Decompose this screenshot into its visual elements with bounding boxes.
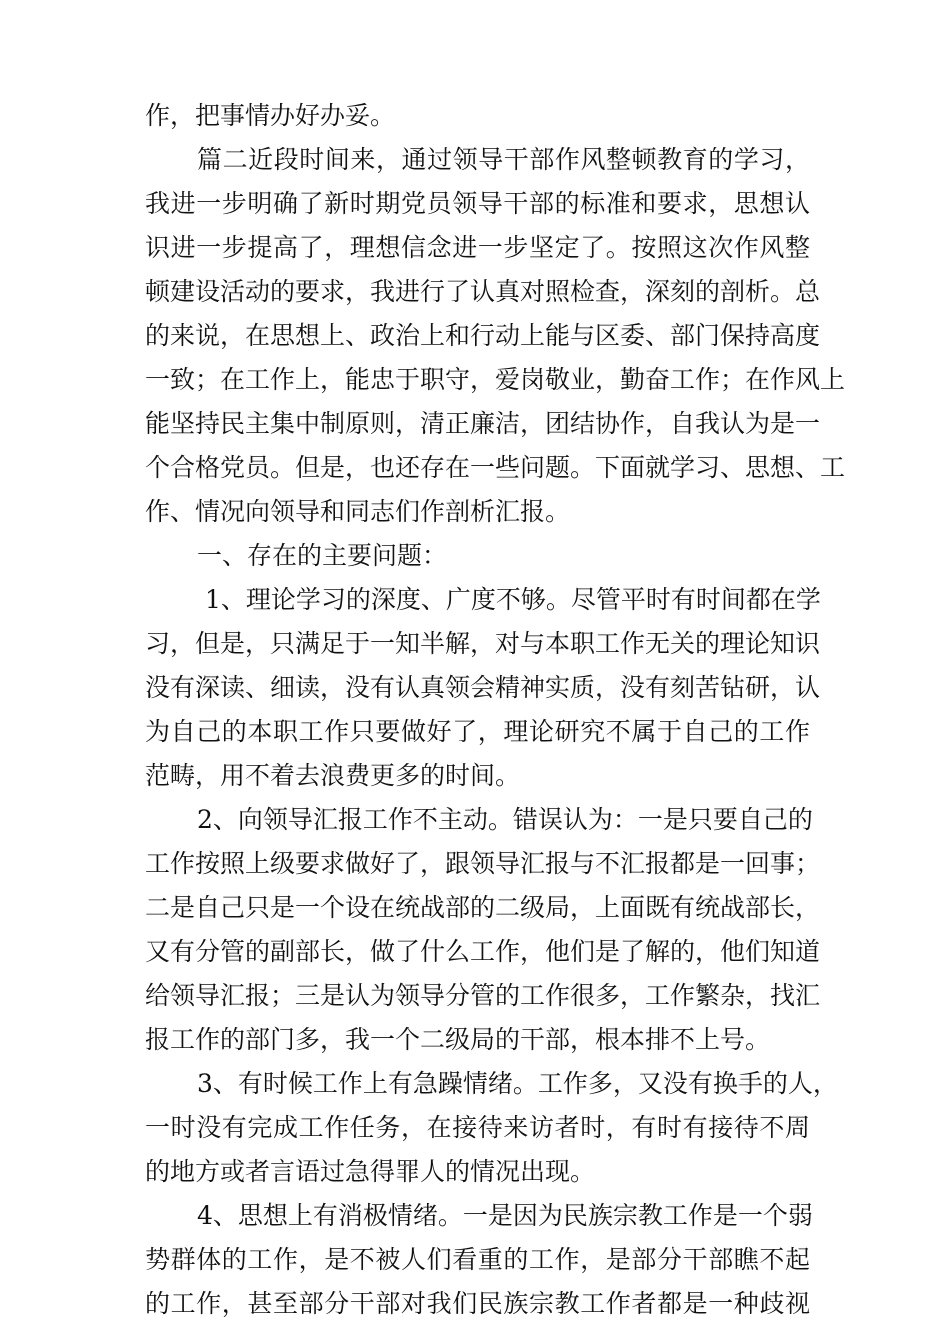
paragraph-2-line-6: 一致；在工作上，能忠于职守，爱岗敬业，勤奋工作；在作风上: [145, 365, 846, 394]
paragraph-2-line-2: 我进一步明确了新时期党员领导干部的标准和要求，思想认: [145, 189, 810, 218]
item-3-line-3: 的地方或者言语过急得罪人的情况出现。: [145, 1157, 596, 1186]
section-heading: 一、存在的主要问题：: [197, 541, 448, 570]
item-4-line-3: 的工作，甚至部分干部对我们民族宗教工作者都是一种歧视: [145, 1289, 810, 1318]
item-1-line-4: 为自己的本职工作只要做好了，理论研究不属于自己的工作: [145, 717, 810, 746]
item-2-line-6: 报工作的部门多，我一个二级局的干部，根本排不上号。: [145, 1025, 771, 1054]
paragraph-2-line-5: 的来说，在思想上、政治上和行动上能与区委、部门保持高度: [145, 321, 821, 350]
paragraph-2-line-8: 个合格党员。但是，也还存在一些问题。下面就学习、思想、工: [145, 453, 846, 482]
item-2-line-2: 工作按照上级要求做好了，跟领导汇报与不汇报都是一回事；: [145, 849, 821, 878]
item-4-line-1: 4、思想上有消极情绪。一是因为民族宗教工作是一个弱: [197, 1201, 813, 1230]
item-3-line-1: 3、有时候工作上有急躁情绪。工作多，又没有换手的人，: [197, 1069, 838, 1098]
item-2-line-4: 又有分管的副部长，做了什么工作，他们是了解的，他们知道: [145, 937, 821, 966]
paragraph-2-line-3: 识进一步提高了，理想信念进一步坚定了。按照这次作风整: [145, 233, 810, 262]
item-1-line-2: 习，但是，只满足于一知半解，对与本职工作无关的理论知识: [145, 629, 821, 658]
item-4-line-2: 势群体的工作，是不被人们看重的工作，是部分干部瞧不起: [145, 1245, 810, 1274]
item-1-line-3: 没有深读、细读，没有认真领会精神实质，没有刻苦钻研，认: [145, 673, 821, 702]
paragraph-2-line-1: 篇二近段时间来，通过领导干部作风整顿教育的学习，: [197, 145, 810, 174]
item-3-line-2: 一时没有完成工作任务，在接待来访者时，有时有接待不周: [145, 1113, 810, 1142]
item-2-line-1: 2、向领导汇报工作不主动。错误认为：一是只要自己的: [197, 805, 813, 834]
item-1-line-1: 1、理论学习的深度、广度不够。尽管平时有时间都在学: [205, 585, 821, 614]
item-2-line-3: 二是自己只是一个设在统战部的二级局，上面既有统战部长，: [145, 893, 821, 922]
paragraph-2-line-7: 能坚持民主集中制原则，清正廉洁，团结协作，自我认为是一: [145, 409, 821, 438]
item-1-line-5: 范畴，用不着去浪费更多的时间。: [145, 761, 521, 790]
paragraph-2-line-4: 顿建设活动的要求，我进行了认真对照检查，深刻的剖析。总: [145, 277, 821, 306]
paragraph-2-line-9: 作、情况向领导和同志们作剖析汇报。: [145, 497, 571, 526]
text-line-1: 作，把事情办好办妥。: [145, 101, 396, 130]
item-2-line-5: 给领导汇报；三是认为领导分管的工作很多，工作繁杂，找汇: [145, 981, 821, 1010]
